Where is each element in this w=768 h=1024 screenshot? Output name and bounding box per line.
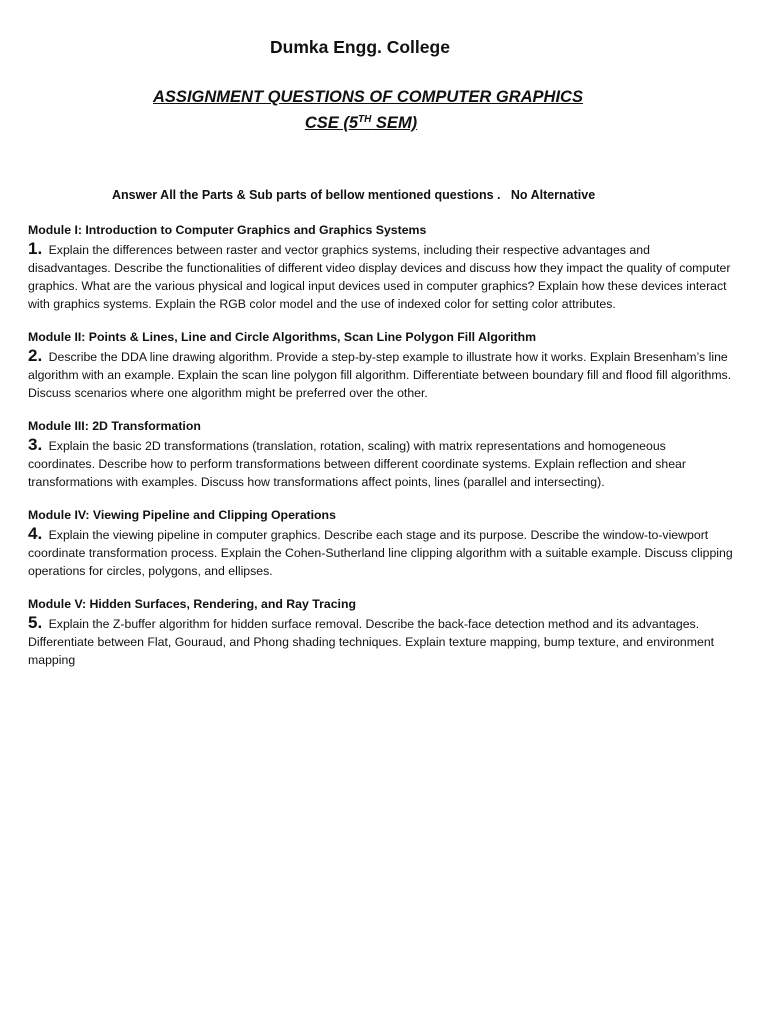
module-heading: Module III: 2D Transformation [28,419,201,433]
question-body: Explain the viewing pipeline in computer graphics. Describe each stage and its purpose. Describe the window-to-viewport coordinate transformation process. Explain the Cohen-Sutherland line clipping algorithm with a suitable example. Discuss clipping operations for circles, polygons, and ellipses. [28,528,733,578]
question-number: 4. [28,524,43,543]
question-text [28,240,736,313]
question-number: 1. [28,239,43,258]
subtitle-prefix: CSE (5 [304,114,358,132]
subtitle-superscript: TH [358,114,372,125]
question-text [28,525,736,580]
module-4 [28,507,736,580]
course-subtitle [0,114,722,133]
module-2 [28,329,736,402]
module-heading: Module V: Hidden Surfaces, Rendering, and Ray Tracing [28,597,356,611]
question-text [28,347,736,402]
module-5 [28,596,736,669]
question-text [28,436,736,491]
instruction-text: Answer All the Parts & Sub parts of bellow mentioned questions . No Alternative [112,188,596,202]
assignment-title: ASSIGNMENT QUESTIONS OF COMPUTER GRAPHICS [153,88,583,106]
module-heading: Module I: Introduction to Computer Graphics and Graphics Systems [28,223,427,237]
college-name: Dumka Engg. College [270,37,450,57]
module-3 [28,418,736,491]
question-number: 2. [28,346,43,365]
modules-list [28,222,736,685]
question-text [28,614,736,669]
question-body: Explain the Z-buffer algorithm for hidden surface removal. Describe the back-face detection method and its advantages. Differentiate between Flat, Gouraud, and Phong shading techniques. Explain texture mapping, bump texture, and environment mapping [28,617,715,667]
module-heading: Module IV: Viewing Pipeline and Clipping Operations [28,508,336,522]
question-body: Describe the DDA line drawing algorithm. Provide a step-by-step example to illustrate how it works. Explain Bresenham’s line algorithm with an example. Explain the scan line polygon fill algorithm. Differentiate between boundary fill and flood fill algorithms. Discuss scenarios where one algorithm might be preferred over the other. [28,350,732,400]
module-heading: Module II: Points & Lines, Line and Circle Algorithms, Scan Line Polygon Fill Algorithm [28,330,537,344]
question-number: 5. [28,613,43,632]
question-number: 3. [28,435,43,454]
question-body: Explain the basic 2D transformations (translation, rotation, scaling) with matrix representations and homogeneous coordinates. Describe how to perform transformations between different coordinate systems. Explain reflection and shear transformations with examples. Discuss how transformations affect points, lines (parallel and intersecting). [28,439,686,489]
subtitle-suffix: SEM) [371,114,418,132]
question-body: Explain the differences between raster and vector graphics systems, including their respective advantages and disadvantages. Describe the functionalities of different video display devices and discuss how they impact the quality of computer graphics. What are the various physical and logical input devices used in computer graphics? Explain how these devices interact with graphics systems. Explain the RGB color model and the use of indexed color for setting color attributes. [28,243,731,311]
module-1 [28,222,736,313]
